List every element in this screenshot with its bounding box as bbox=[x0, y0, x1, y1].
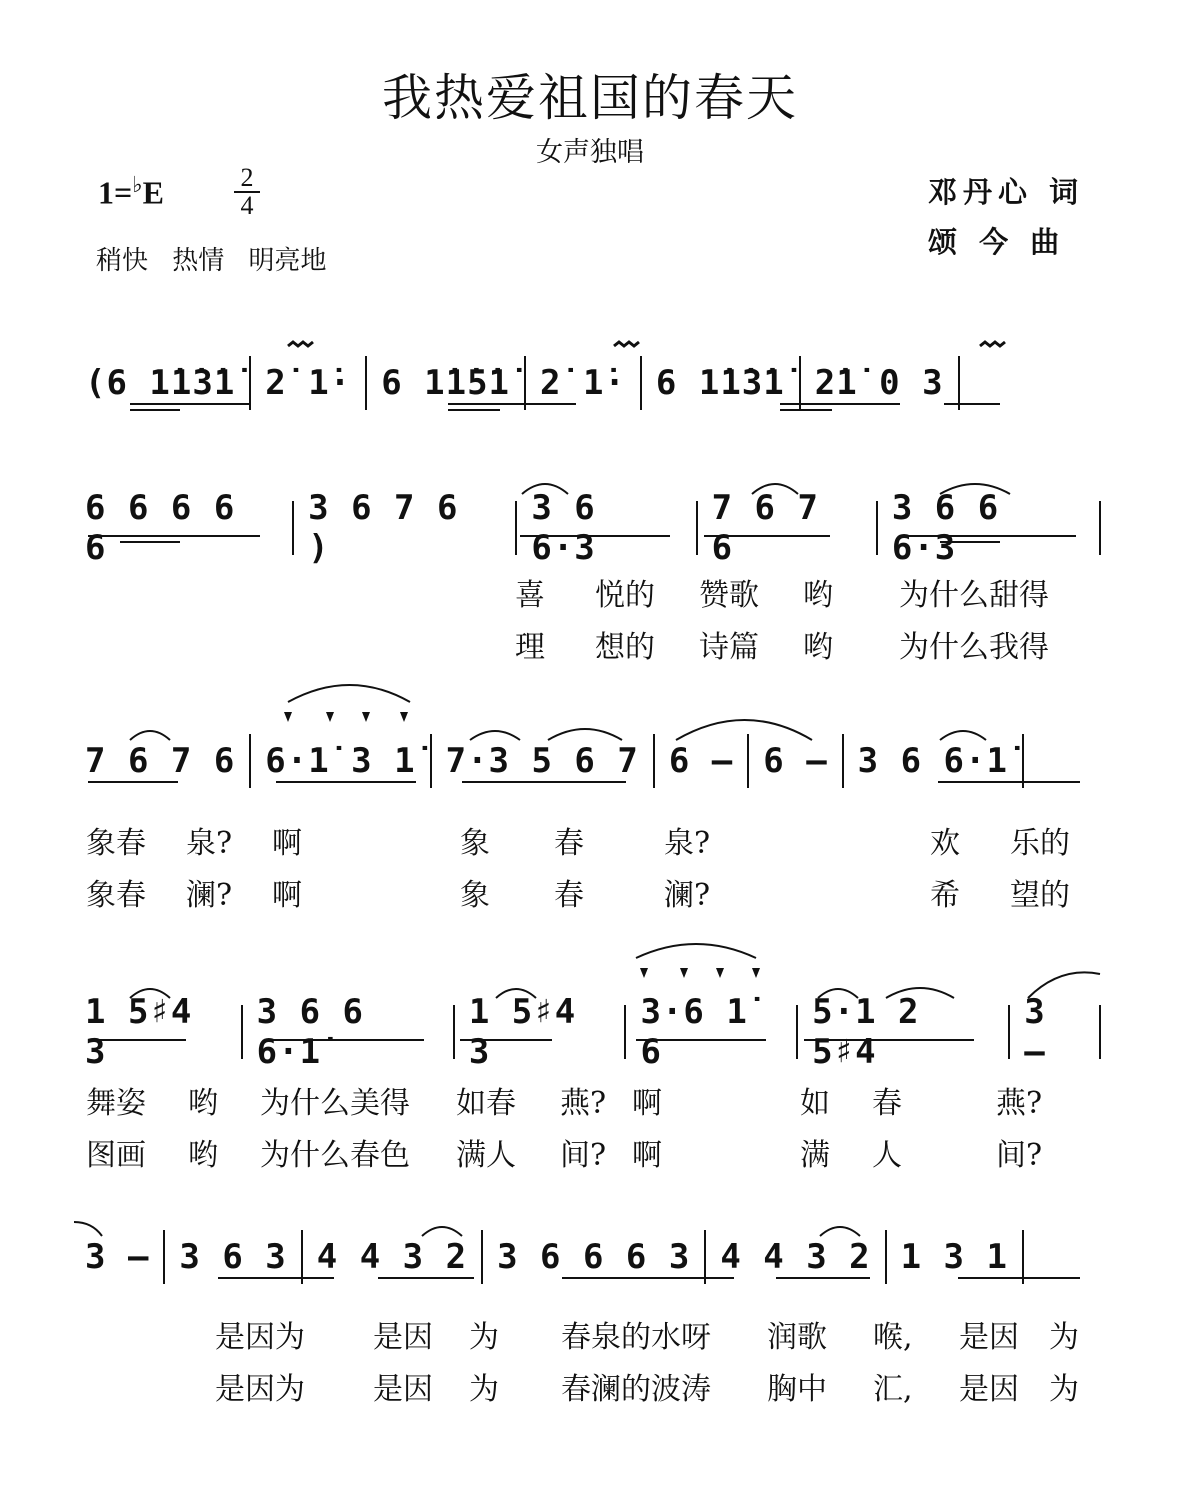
lyric-word: 喜 bbox=[515, 578, 545, 613]
lyric-word: 为什么春色 bbox=[260, 1138, 410, 1173]
measure: 6·1̇ 3 1̇ bbox=[265, 741, 416, 781]
key-signature bbox=[98, 172, 164, 212]
system-5 bbox=[85, 1230, 1115, 1284]
lyric-line-2 bbox=[86, 1130, 1042, 1174]
system-1 bbox=[85, 356, 1115, 410]
lyric-word: 是因 bbox=[959, 1372, 1019, 1407]
composer-credit: 颂 今 曲 bbox=[928, 225, 1066, 259]
bar-line bbox=[301, 1230, 303, 1284]
lyric-word: 为什么甜得 bbox=[899, 578, 1049, 613]
measure: 6 6 6 6 6 bbox=[85, 488, 236, 568]
measure: 2̇ 1̇· bbox=[540, 363, 626, 403]
measure: 3 6 3 bbox=[179, 1237, 287, 1277]
bar-line bbox=[747, 734, 749, 788]
measure: 1 5♯4 3 bbox=[85, 992, 193, 1072]
lyric-word: 为 bbox=[1049, 1320, 1079, 1355]
lyric-word: 啊 bbox=[272, 826, 302, 861]
lyric-word: 是因 bbox=[373, 1372, 433, 1407]
lyric-word: 汇, bbox=[873, 1372, 913, 1407]
lyric-word: 乐的 bbox=[1010, 826, 1070, 861]
bar-line bbox=[430, 734, 432, 788]
lyric-word: 泉? bbox=[186, 826, 233, 861]
lyric-line-1 bbox=[86, 818, 1070, 862]
lyric-word: 是因为 bbox=[215, 1372, 305, 1407]
time-bottom: 4 bbox=[240, 191, 254, 220]
bar-line bbox=[241, 1005, 243, 1059]
key-label: 1= bbox=[98, 174, 133, 211]
measure: 7 6 7 6 bbox=[711, 488, 819, 568]
measure: 1 5♯4 3 bbox=[468, 992, 577, 1072]
lyric-word: 是因 bbox=[373, 1320, 433, 1355]
lyric-word: 胸中 bbox=[767, 1372, 827, 1407]
bar-line bbox=[1008, 1005, 1010, 1059]
lyric-word: 哟 bbox=[188, 1086, 218, 1121]
lyric-word: 象 bbox=[460, 878, 490, 913]
lyric-word: 希 bbox=[930, 878, 960, 913]
lyric-word: 象春 bbox=[86, 826, 146, 861]
measure: 7·3 5 6 7 bbox=[445, 741, 639, 781]
lyric-word: 理 bbox=[515, 630, 545, 665]
measure: 3 – bbox=[85, 1237, 150, 1277]
lyricist-credit: 邓丹心 词 bbox=[928, 175, 1085, 209]
measure: 7 6 7 6 bbox=[85, 741, 236, 781]
lyric-word: 图画 bbox=[86, 1138, 146, 1173]
bar-line bbox=[453, 1005, 455, 1059]
bar-line bbox=[515, 501, 517, 555]
measure: 3 6 6 6 3 bbox=[497, 1237, 691, 1277]
lyric-word: 春 bbox=[872, 1086, 902, 1121]
bar-line bbox=[885, 1230, 887, 1284]
bar-line bbox=[249, 356, 251, 410]
song-title: 我热爱祖国的春天 bbox=[382, 69, 798, 127]
lyric-word: 澜? bbox=[186, 878, 233, 913]
measure: 6 – bbox=[668, 741, 734, 781]
measure: 2̇1̇ 0 3 bbox=[814, 363, 944, 403]
lyric-word: 啊 bbox=[632, 1138, 662, 1173]
lyric-word: 舞姿 bbox=[86, 1086, 146, 1121]
measure: 3·6 1̇ 6 bbox=[640, 992, 748, 1072]
lyric-word: 啊 bbox=[272, 878, 302, 913]
bar-line bbox=[481, 1230, 483, 1284]
lyric-word: 为什么我得 bbox=[899, 630, 1049, 665]
lyric-word: 澜? bbox=[664, 878, 711, 913]
bar-line bbox=[704, 1230, 706, 1284]
lyric-word: 望的 bbox=[1010, 878, 1070, 913]
bar-line bbox=[249, 734, 251, 788]
measure: 6 1̇1̇5̇1̇ bbox=[381, 363, 511, 403]
lyric-word: 是因 bbox=[959, 1320, 1019, 1355]
lyric-line-1 bbox=[215, 1312, 1079, 1356]
ornament-marks bbox=[288, 342, 1005, 346]
bar-line bbox=[842, 734, 844, 788]
time-top: 2 bbox=[240, 163, 254, 192]
lyric-word: 人 bbox=[872, 1138, 902, 1173]
lyric-word: 赞歌 bbox=[699, 578, 759, 613]
lyric-word: 春 bbox=[554, 826, 584, 861]
lyric-word: 如春 bbox=[456, 1086, 516, 1121]
measure: (6 1̇1̇3̇1̇ bbox=[85, 363, 236, 403]
lyric-word: 泉? bbox=[664, 826, 711, 861]
bar-line bbox=[696, 501, 698, 555]
lyric-word: 哟 bbox=[803, 630, 833, 665]
bar-line bbox=[1022, 734, 1024, 788]
lyric-line-1 bbox=[515, 570, 1049, 614]
lyric-word: 为 bbox=[1049, 1372, 1079, 1407]
lyric-word: 春 bbox=[554, 878, 584, 913]
tempo-marking: 稍快 热情 明亮地 bbox=[96, 246, 327, 276]
measure: 6 1̇1̇3̇1̇ bbox=[655, 363, 785, 403]
lyric-word: 为 bbox=[469, 1320, 499, 1355]
lyric-word: 间? bbox=[996, 1138, 1043, 1173]
bar-line bbox=[524, 356, 526, 410]
lyric-line-2 bbox=[515, 622, 1049, 666]
lyric-word: 哟 bbox=[803, 578, 833, 613]
lyric-word: 象春 bbox=[86, 878, 146, 913]
lyric-line-2 bbox=[215, 1364, 1079, 1408]
time-signature bbox=[234, 163, 260, 220]
measure: 2̇ 1̇· bbox=[265, 363, 352, 403]
bar-line bbox=[365, 356, 367, 410]
song-subtitle: 女声独唱 bbox=[536, 137, 644, 168]
lyric-word: 欢 bbox=[930, 826, 960, 861]
lyric-word: 如 bbox=[800, 1086, 830, 1121]
bar-line bbox=[958, 356, 960, 410]
lyric-word: 哟 bbox=[188, 1138, 218, 1173]
lyric-line-1 bbox=[86, 1078, 1042, 1122]
lyric-word: 满人 bbox=[456, 1138, 516, 1173]
bar-line bbox=[1099, 1005, 1101, 1059]
measure: 4 4 3 2 bbox=[316, 1237, 468, 1277]
bar-line bbox=[1099, 501, 1101, 555]
bar-line bbox=[640, 356, 642, 410]
measure: 3 6 6 6·1̇ bbox=[256, 992, 365, 1072]
bar-line bbox=[292, 501, 294, 555]
measure: 3 6 6·3 bbox=[531, 488, 596, 568]
bar-line bbox=[163, 1230, 165, 1284]
measure: 4 4 3 2 bbox=[720, 1237, 871, 1277]
lyric-word: 是因为 bbox=[215, 1320, 305, 1355]
flat-sign: ♭ bbox=[132, 172, 143, 197]
lyric-word: 春泉的水呀 bbox=[561, 1320, 711, 1355]
system-2 bbox=[85, 488, 1115, 568]
lyric-word: 润歌 bbox=[767, 1320, 827, 1355]
lyric-word: 燕? bbox=[560, 1086, 607, 1121]
lyric-word: 悦的 bbox=[595, 578, 655, 613]
lyric-word: 燕? bbox=[996, 1086, 1043, 1121]
lyric-word: 想的 bbox=[595, 630, 655, 665]
lyric-word: 为什么美得 bbox=[260, 1086, 410, 1121]
bar-line bbox=[799, 356, 801, 410]
bar-line bbox=[624, 1005, 626, 1059]
lyric-word: 满 bbox=[800, 1138, 830, 1173]
lyric-line-2 bbox=[86, 870, 1070, 914]
measure: 3 6 7 6 ) bbox=[308, 488, 459, 568]
system-3 bbox=[85, 734, 1115, 788]
measure: 3 6 6·1̇ bbox=[857, 741, 1008, 781]
lyric-word: 喉, bbox=[873, 1320, 913, 1355]
lyric-word: 诗篇 bbox=[699, 630, 759, 665]
measure: 6 – bbox=[763, 741, 828, 781]
measure: 1 3 1 bbox=[900, 1237, 1008, 1277]
lyric-word: 为 bbox=[469, 1372, 499, 1407]
bar-line bbox=[796, 1005, 798, 1059]
lyric-word: 啊 bbox=[632, 1086, 662, 1121]
system-4 bbox=[85, 992, 1115, 1072]
measure: 3 – bbox=[1024, 992, 1046, 1072]
measure: 3 6 6 6·3 bbox=[891, 488, 1000, 568]
key-note: E bbox=[142, 174, 164, 211]
bar-line bbox=[876, 501, 878, 555]
lyric-word: 象 bbox=[460, 826, 490, 861]
lyric-word: 春澜的波涛 bbox=[561, 1372, 711, 1407]
bar-line bbox=[1022, 1230, 1024, 1284]
lyric-word: 间? bbox=[560, 1138, 607, 1173]
bar-line bbox=[653, 734, 655, 788]
measure: 5·1 2 5♯4 bbox=[812, 992, 920, 1072]
